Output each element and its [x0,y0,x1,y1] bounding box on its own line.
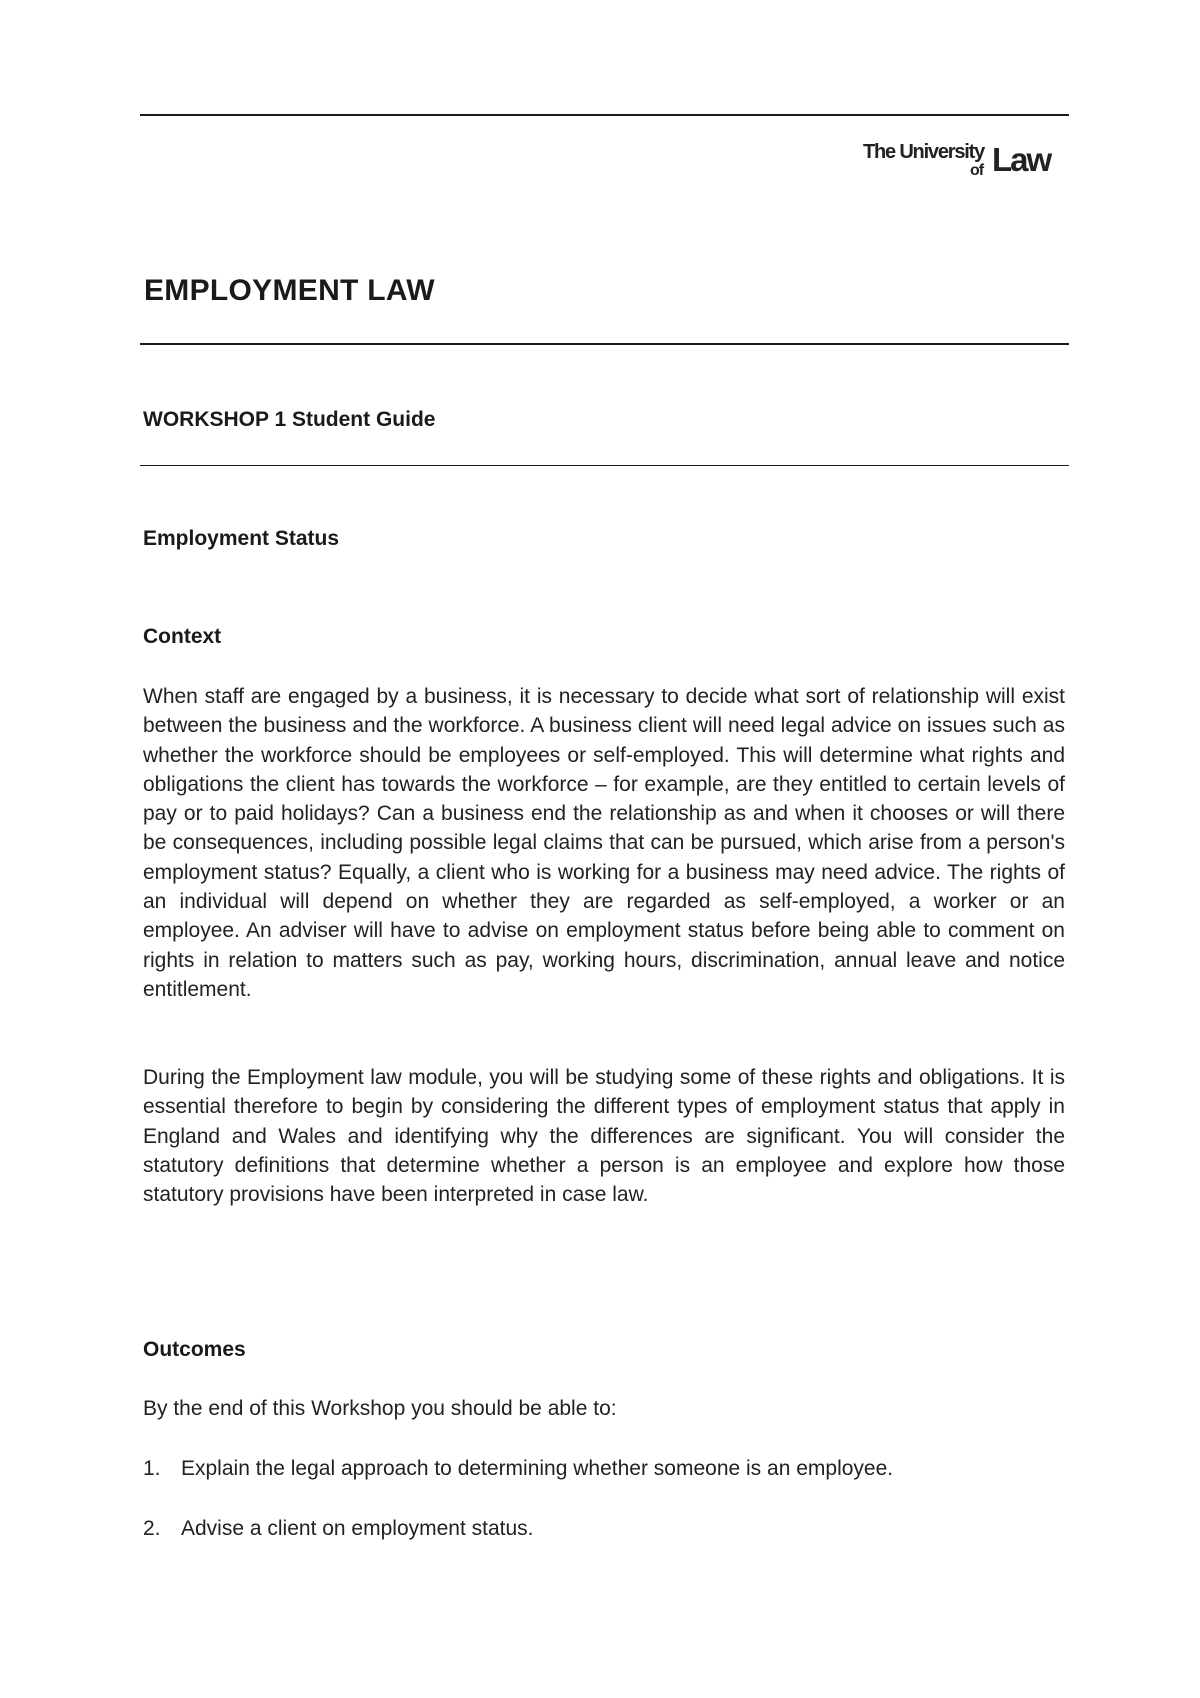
topic-heading: Employment Status [143,527,340,550]
outcome-item-1 [143,1457,893,1481]
logo-line-2: of [970,162,984,179]
document-title: EMPLOYMENT LAW [144,274,435,307]
university-logo [858,138,1070,188]
logo-line-3: Law [992,141,1051,178]
document-subtitle: WORKSHOP 1 Student Guide [143,408,436,431]
title-rule [140,343,1069,345]
outcome-text: Explain the legal approach to determining whether someone is an employee. [181,1457,894,1480]
outcome-number: 1. [143,1457,161,1480]
outcomes-heading: Outcomes [143,1338,246,1361]
top-rule [140,114,1069,116]
outcomes-intro: By the end of this Workshop you should be able to: [143,1397,617,1420]
context-heading: Context [143,625,222,648]
context-paragraph-1: When staff are engaged by a business, it is necessary to decide what sort of relationship will exist between the business and the workforce. A business client will need legal advice on issues such as whether the workforce should be employees or self-employed. This will determine what rights and obligations the client has towards the workforce – for example, are they entitled to certain levels of pay or to paid holidays? Can a business end the relationship as and when it chooses or will there be consequences, including possible legal claims that can be pursued, which arise from a person's employment status? Equally, a client who is working for a business may need advice. The rights of an individual will depend on whether they are regarded as self-employed, a worker or an employee. An adviser will have to advise on employment status before being able to comment on rights in relation to matters such as pay, working hours, discrimination, annual leave and notice entitlement. [143,685,1065,1001]
outcome-item-2 [143,1517,534,1541]
outcome-text: Advise a client on employment status. [181,1517,534,1540]
logo-line-1: The University [863,141,985,163]
subtitle-rule [140,465,1069,466]
context-paragraph-2: During the Employment law module, you will be studying some of these rights and obligations. It is essential therefore to begin by considering the different types of employment status that apply in England and Wales and identifying why the differences are significant. You will consider the statutory definitions that determine whether a person is an employee and explore how those statutory provisions have been interpreted in case law. [143,1066,1065,1207]
outcome-number: 2. [143,1517,161,1540]
